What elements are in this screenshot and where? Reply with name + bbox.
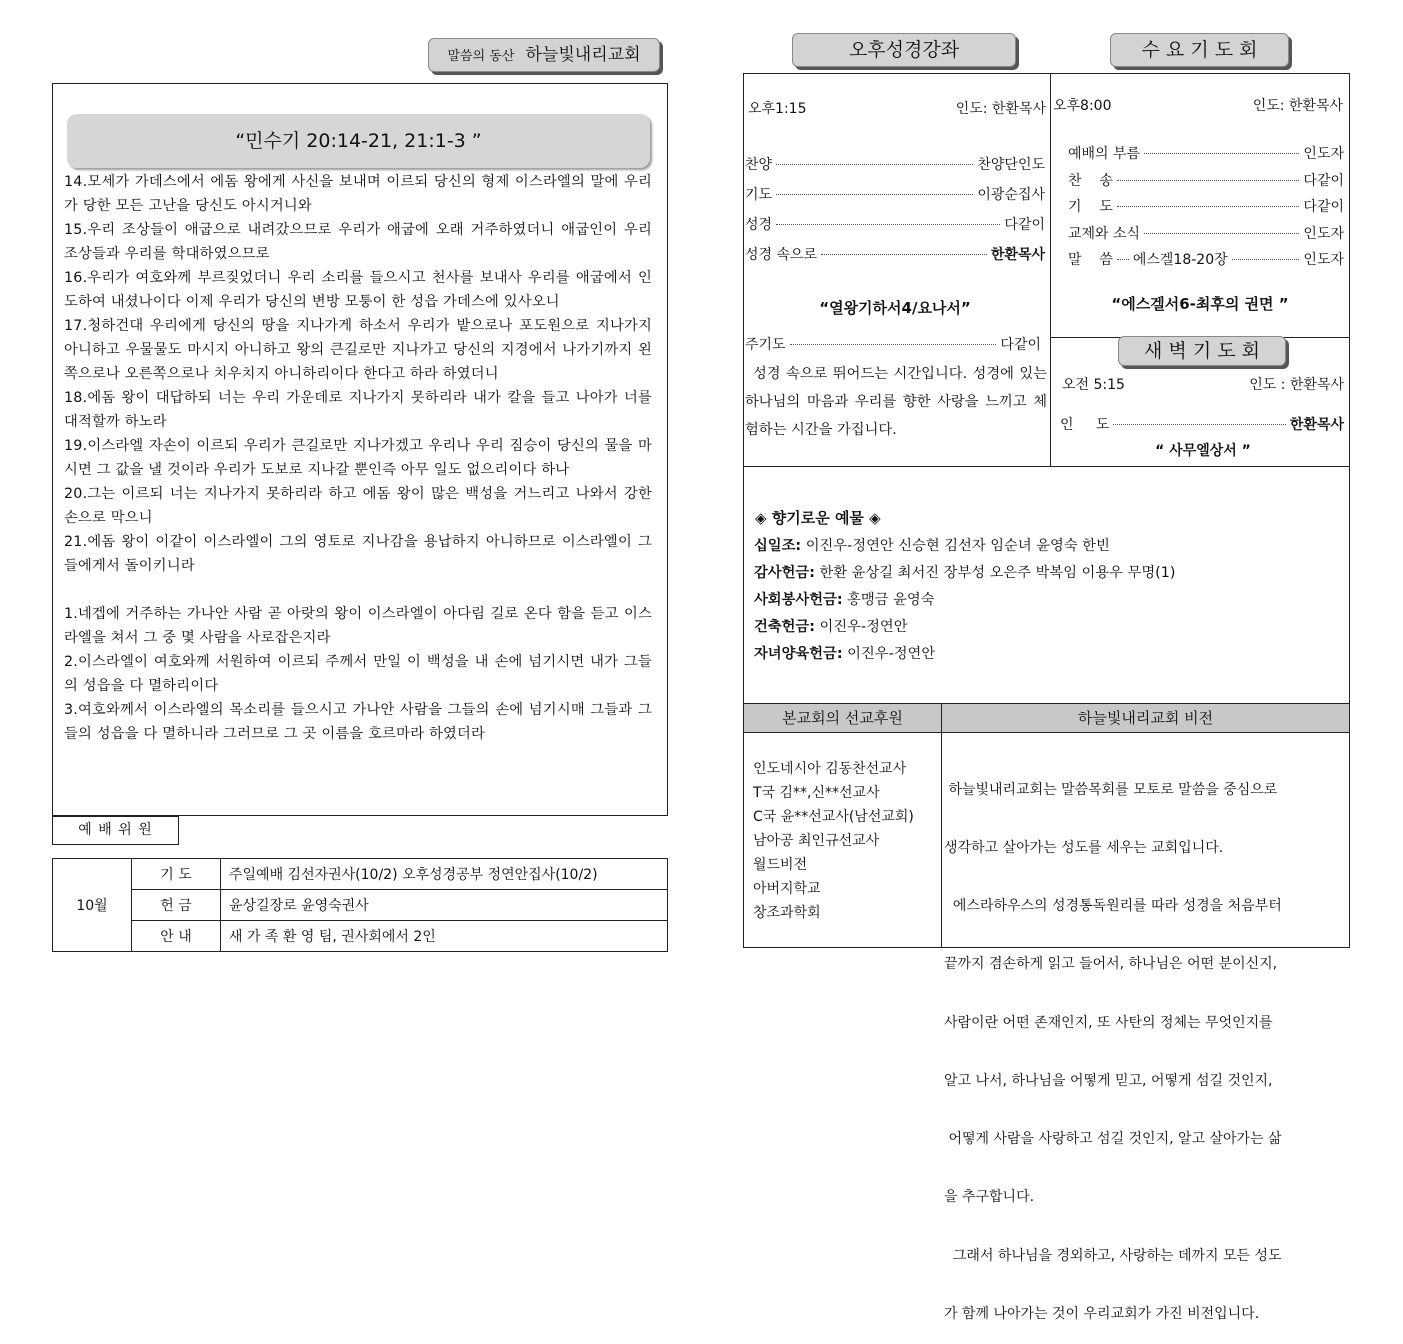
- order-label: 찬 송: [1068, 172, 1113, 189]
- order-item: [1068, 170, 1344, 197]
- duty-role: 기 도: [132, 859, 221, 890]
- vision-line: 그래서 하나님을 경외하고, 사랑하는 데까지 모든 성도: [944, 1247, 1282, 1264]
- offering-label: 십일조:: [754, 538, 802, 554]
- order-value: 다같이: [1303, 172, 1344, 189]
- list-item: 남아공 최인규선교사: [753, 833, 880, 849]
- offering-label: 자녀양육헌금:: [754, 646, 843, 662]
- vision-line: 끝까지 겸손하게 읽고 들어서, 하나님은 어떤 분이신지,: [944, 956, 1278, 973]
- wednesday-order: [1068, 143, 1344, 276]
- order-value: 찬양단인도: [977, 157, 1045, 173]
- order-label: 예배의 부름: [1068, 146, 1141, 162]
- order-value: 인도자: [1303, 252, 1344, 268]
- afternoon-heading: [792, 33, 1016, 67]
- order-item: [1068, 223, 1344, 250]
- vision-line: 에스라하우스의 성경통독원리를 따라 성경을 처음부터: [944, 898, 1282, 915]
- wednesday-time: 오후8:00: [1053, 98, 1112, 114]
- afternoon-order: [745, 154, 1045, 274]
- table-row: [53, 921, 668, 952]
- list-item: [754, 533, 1344, 560]
- order-item: [1060, 414, 1344, 434]
- verse: 1.네겝에 거주하는 가나안 사람 곧 아랏의 왕이 이스라엘이 아다림 길로 온다 함을 듣고 이스라엘을 쳐서 그 중 몇 사람을 사로잡은지라: [64, 606, 652, 646]
- scripture-title-bar: [67, 114, 650, 168]
- afternoon-description: 성경 속으로 뛰어드는 시간입니다. 성경에 있는 하나님의 마음과 우리를 향한 사랑을 느끼고 체험하는 시간을 가집니다.: [745, 366, 1047, 438]
- afternoon-subject: “열왕기하서4/요나서”: [819, 299, 971, 317]
- order-label: 기도: [745, 187, 773, 203]
- offering-label: 사회봉사헌금:: [754, 592, 843, 608]
- duty-value: 윤상길장로 윤영숙권사: [221, 890, 668, 921]
- vision-header: [942, 704, 1349, 733]
- scripture-title: “민수기 20:14-21, 21:1-3 ”: [235, 130, 482, 152]
- order-item: [745, 184, 1045, 214]
- order-value: 인도자: [1303, 225, 1344, 242]
- mission-header-text: 본교회의 선교후원: [782, 709, 903, 727]
- vision-line: 사람이란 어떤 존재인지, 또 사탄의 정체는 무엇인지를: [944, 1014, 1273, 1031]
- afternoon-time-row: [748, 98, 1046, 118]
- order-label: 찬양: [745, 157, 773, 173]
- list-item: [754, 587, 1344, 614]
- divider: [941, 733, 942, 947]
- table-row: [53, 859, 668, 890]
- order-item: [1068, 196, 1344, 223]
- afternoon-leader: 인도: 한환목사: [955, 101, 1046, 117]
- verse: 14.모세가 가데스에서 에돔 왕에게 사신을 보내며 이르되 당신의 형제 이스라엘의 말에 우리가 당한 모든 고난을 당신도 아시거니와: [64, 174, 652, 214]
- order-value: 한환목사: [1289, 417, 1344, 433]
- dawn-subject: “ 사무엘상서 ”: [1155, 443, 1251, 459]
- vision-line: 하늘빛내리교회는 말씀목회를 모토로 말씀을 중심으로: [944, 781, 1278, 798]
- verse: 16.우리가 여호와께 부르짖었더니 우리 소리를 들으시고 천사를 보내사 우리를 애굽에서 인도하여 내셨나이다 이제 우리가 당신의 변방 모퉁이 한 성읍 가데스에 있사오니: [64, 270, 652, 310]
- mission-header: [744, 704, 942, 733]
- order-value: 이광순집사: [977, 187, 1045, 203]
- list-item: C국 윤**선교사(남선교회): [753, 809, 914, 825]
- vision-text: [944, 742, 1348, 1344]
- duty-role: 안 내: [132, 921, 221, 952]
- verse: 20.그는 이르되 너는 지나가지 못하리라 하고 에돔 왕이 많은 백성을 거느리고 나와서 강한 손으로 막으니: [64, 486, 652, 526]
- table-row: [53, 890, 668, 921]
- offering-names: 이진우-정연안: [814, 619, 908, 635]
- order-item: [745, 244, 1045, 274]
- order-value: 한환목사: [990, 247, 1045, 263]
- list-item: [754, 641, 1344, 668]
- afternoon-heading-text: 오후성경강좌: [848, 39, 960, 61]
- list-item: [754, 614, 1344, 641]
- scripture-text: [64, 170, 652, 746]
- verse: 3.여호와께서 이스라엘의 목소리를 들으시고 가나안 사람을 그들의 손에 넘기시매 그들과 그들의 성읍을 다 멸하니라 그러므로 그 곳 이름을 호르마라 하였더라: [64, 702, 652, 742]
- vision-line: 을 추구합니다.: [944, 1189, 1035, 1206]
- order-passage: 에스겔18-20장: [1132, 252, 1228, 268]
- order-label: 교제와 소식: [1068, 225, 1141, 242]
- wednesday-heading-text: 수 요 기 도 회: [1141, 39, 1258, 61]
- dawn-leader: 인도 : 한환목사: [1249, 377, 1344, 393]
- vision-line: 알고 나서, 하나님을 어떻게 믿고, 어떻게 섬길 것인지,: [944, 1072, 1273, 1089]
- verse: 15.우리 조상들이 애굽으로 내려갔으므로 우리가 애굽에 오래 거주하였더니 애굽인이 우리 조상들과 우리를 학대하였으므로: [64, 222, 652, 262]
- vision-line: 가 함께 나아가는 것이 우리교회가 가진 비전입니다.: [944, 1305, 1260, 1322]
- header-church-name: 하늘빛내리교회: [525, 45, 641, 65]
- dawn-heading: [1118, 336, 1286, 366]
- order-item: [1068, 143, 1344, 170]
- list-item: 아버지학교: [753, 881, 821, 897]
- list-item: [754, 560, 1344, 587]
- offering-names: 한환 윤상길 최서진 장부성 오은주 박복임 이용우 무명(1): [814, 565, 1176, 581]
- dawn-time-row: [1062, 374, 1344, 394]
- order-item: [745, 214, 1045, 244]
- verse: 19.이스라엘 자손이 이르되 우리가 큰길로만 지나가겠고 우리나 우리 짐승이 당신의 물을 마시면 그 값을 낼 것이라 우리가 도보로 지나갈 뿐인즉 아무 일도 없으리이다 하나: [64, 438, 652, 478]
- afternoon-time: 오후1:15: [748, 101, 807, 117]
- order-value: 다같이: [1000, 337, 1041, 353]
- offering-label: 감사헌금:: [754, 565, 815, 581]
- mission-list: [753, 757, 939, 925]
- verse: 2.이스라엘이 여호와께 서원하여 이르되 주께서 만일 이 백성을 내 손에 넘기시면 내가 그들의 성읍을 다 멸하리이다: [64, 654, 652, 694]
- duty-table: [52, 858, 668, 952]
- wednesday-subject: “에스겔서6-최후의 권면 ”: [1111, 295, 1289, 313]
- dawn-time: 오전 5:15: [1062, 377, 1125, 393]
- list-item: 창조과학회: [753, 905, 821, 921]
- order-label: 성경 속으로: [745, 247, 818, 263]
- vision-line: 어떻게 사람을 사랑하고 섬길 것인지, 알고 살아가는 삶: [944, 1131, 1282, 1148]
- dawn-heading-text: 새 벽 기 도 회: [1144, 340, 1260, 362]
- duty-label: 예 배 위 원: [78, 822, 153, 838]
- order-label: 성경: [745, 217, 773, 233]
- order-value: 다같이: [1004, 217, 1045, 233]
- verse: 18.에돔 왕이 대답하되 너는 우리 가운데로 지나가지 못하리라 내가 칼을 들고 나아가 너를 대적할까 하노라: [64, 390, 652, 430]
- order-label: 기 도: [1068, 199, 1113, 215]
- order-item: [745, 154, 1045, 184]
- offering-title: ◈ 향기로운 예물 ◈: [755, 509, 881, 527]
- wednesday-heading: [1110, 33, 1289, 67]
- spacer: [64, 578, 652, 602]
- duty-role: 헌 금: [132, 890, 221, 921]
- duty-label-box: [52, 816, 179, 845]
- order-label: 말 씀: [1068, 252, 1113, 268]
- offering-names: 이진우-정연안: [842, 646, 936, 662]
- order-label: 인 도: [1060, 417, 1110, 433]
- list-item: 인도네시아 김동찬선교사: [753, 761, 907, 777]
- order-label: 주기도: [745, 337, 786, 353]
- offering-names: 이진우-정연안 신승현 김선자 임순녀 윤영숙 한빈: [801, 538, 1110, 554]
- offering-names: 홍맹금 윤영숙: [842, 592, 935, 608]
- list-item: T국 김**,신**선교사: [753, 785, 880, 801]
- divider: [1050, 73, 1051, 466]
- divider: [743, 466, 1350, 467]
- offering-list: [754, 533, 1344, 668]
- order-item: [745, 334, 1041, 354]
- order-value: 다같이: [1303, 199, 1344, 215]
- wednesday-time-row: [1053, 95, 1343, 115]
- church-header: [428, 38, 660, 72]
- list-item: 월드비전: [753, 857, 808, 873]
- verse: 17.청하건대 우리에게 당신의 땅을 지나가게 하소서 우리가 밭으로나 포도원으로 지나가지 아니하고 우물물도 마시지 아니하고 왕의 큰길로만 지나가고 당신의 지경에서 나가기까지 왼쪽으로나 오른쪽으로나 치우치지 아니하리이다 한다고 하라 하였더니: [64, 318, 652, 382]
- vision-header-text: 하늘빛내리교회 비전: [1077, 709, 1214, 727]
- duty-value: 새 가 족 환 영 팀, 권사회에서 2인: [221, 921, 668, 952]
- wednesday-leader: 인도: 한환목사: [1252, 98, 1343, 114]
- verse: 21.에돔 왕이 이같이 이스라엘이 그의 영토로 지나감을 용납하지 아니하므로 이스라엘이 그들에게서 돌이키니라: [64, 534, 652, 574]
- offering-label: 건축헌금:: [754, 619, 815, 635]
- duty-value: 주일예배 김선자권사(10/2) 오후성경공부 정연안집사(10/2): [221, 859, 668, 890]
- header-motto: 말씀의 동산: [447, 49, 515, 64]
- duty-month: 10월: [53, 859, 132, 952]
- order-value: 인도자: [1303, 146, 1344, 162]
- vision-line: 생각하고 살아가는 성도를 세우는 교회입니다.: [944, 840, 1224, 857]
- order-item: [1068, 249, 1344, 276]
